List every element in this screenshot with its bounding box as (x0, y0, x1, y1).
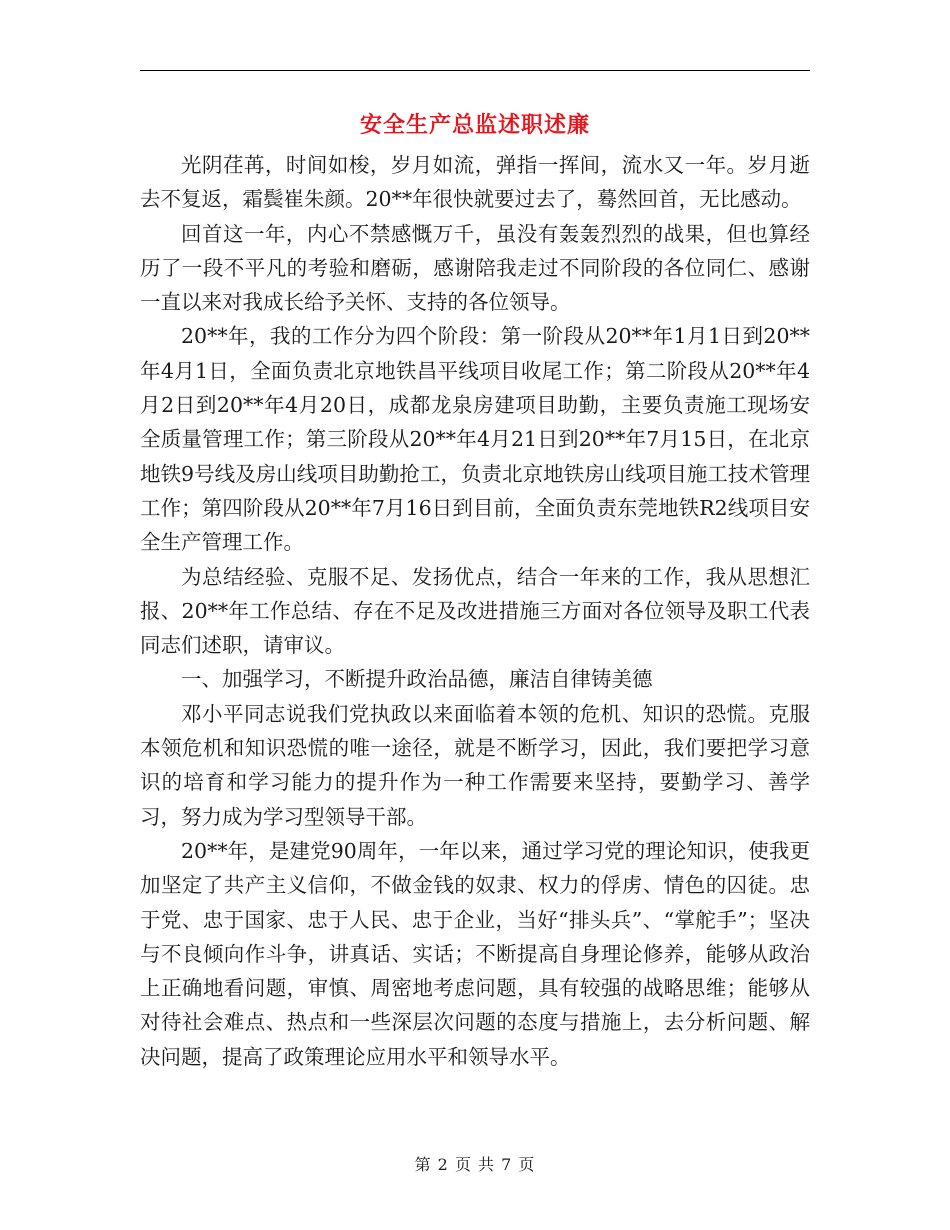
header-rule (140, 70, 810, 71)
paragraph-review: 回首这一年，内心不禁感慨万千，虽没有轰轰烈烈的战果，但也算经历了一段不平凡的考验和磨砺，感谢陪我走过不同阶段的各位同仁、感谢一直以来对我成长给予关怀、支持的各位领导。 (140, 221, 810, 315)
paragraph-learning: 邓小平同志说我们党执政以来面临着本领的危机、知识的恐慌。克服本领危机和知识恐慌的唯一途径，就是不断学习，因此，我们要把学习意识的培育和学习能力的提升作为一种工作需要来坚持，要勤学习、善学习，努力成为学习型领导干部。 (140, 701, 810, 829)
document-body (140, 148, 810, 1074)
paragraph-work-stages: 20**年，我的工作分为四个阶段：第一阶段从20**年1月1日到20**年4月1日，全面负责北京地铁昌平线项目收尾工作；第二阶段从20**年4月2日到20**年4月20日，成都龙泉房建项目助勤，主要负责施工现场安全质量管理工作；第三阶段从20**年4月21日到20**年7月15日，在北京地铁9号线及房山线项目助勤抢工，负责北京地铁房山线项目施工技术管理工作；第四阶段从20**年7月16日到目前，全面负责东莞地铁R2线项目安全生产管理工作。 (140, 324, 810, 555)
page-number: 第 2 页 共 7 页 (414, 1155, 536, 1174)
paragraph-report-scope: 为总结经验、克服不足、发扬优点，结合一年来的工作，我从思想汇报、20**年工作总结、存在不足及改进措施三方面对各位领导及职工代表同志们述职，请审议。 (140, 564, 810, 658)
paragraph-party-study: 20**年，是建党90周年，一年以来，通过学习党的理论知识，使我更加坚定了共产主义信仰，不做金钱的奴隶、权力的俘虏、情色的囚徒。忠于党、忠于国家、忠于人民、忠于企业，当好“排头兵”、“掌舵手”；坚决与不良倾向作斗争，讲真话、实话；不断提高自身理论修养，能够从政治上正确地看问题，审慎、周密地考虑问题，具有较强的战略思维；能够从对待社会难点、热点和一些深层次问题的态度与措施上，去分析问题、解决问题，提高了政策理论应用水平和领导水平。 (140, 838, 810, 1069)
document-title: 安全生产总监述职述廉 (359, 112, 590, 138)
paragraph-intro: 光阴荏苒，时间如梭，岁月如流，弹指一挥间，流水又一年。岁月逝去不复返，霜鬓崔朱颜。20**年很快就要过去了，蓦然回首，无比感动。 (140, 153, 810, 212)
section-heading-1: 一、加强学习，不断提升政治品德，廉洁自律铸美德 (181, 667, 653, 692)
